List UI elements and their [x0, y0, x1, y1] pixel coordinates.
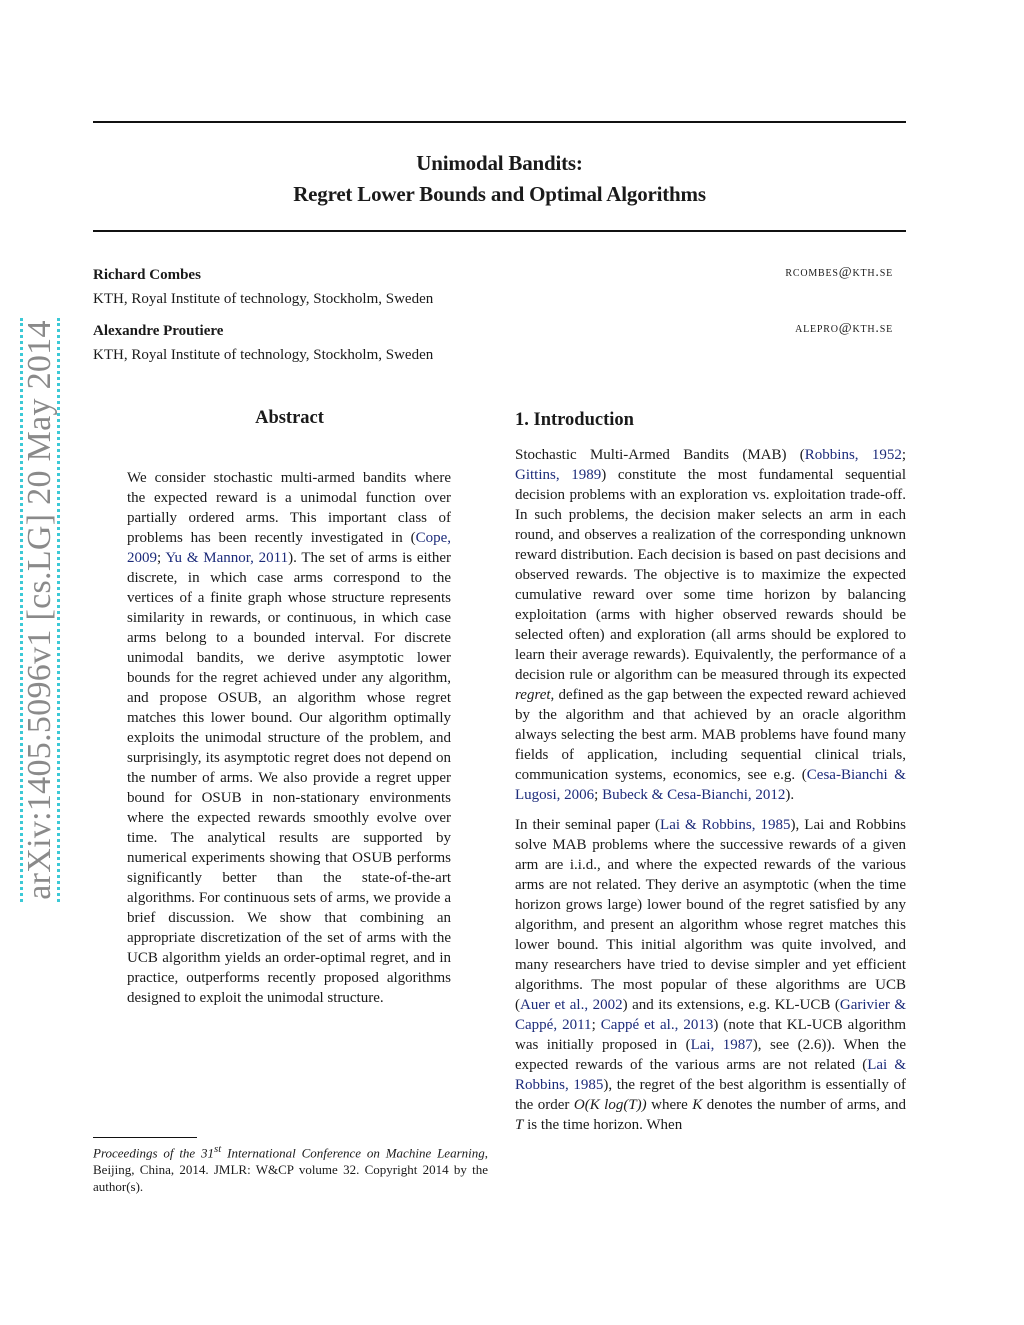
abstract-heading: Abstract	[255, 408, 324, 428]
footnote-conference: International Conference on Machine Learning	[221, 1145, 485, 1161]
citation-link[interactable]: Lai & Robbins, 1985	[660, 817, 791, 833]
footnote-proceedings: Proceedings of the 31	[93, 1145, 215, 1161]
math-variable: T	[515, 1117, 524, 1133]
text: ;	[901, 447, 906, 463]
text: ), Lai and Robbins solve MAB problems where the successive rewards of a given arm are i.i.d., and where the expected rewards of the various arms are not related. They derive an asymptotic (when the time horizon grows large) lower bound of the regret satisfied by any algorithm, and present an algorithm whose regret matches this lower bound. This initial algorithm was quite involved, and many researchers have tried to devise simpler and yet efficient algorithms. The most popular of these algorithms are UCB (	[515, 817, 906, 1013]
footnote-superscript: st	[214, 1143, 222, 1155]
text: ).	[785, 787, 795, 803]
abstract-paragraph	[127, 468, 451, 1008]
text: ) constitute the most fundamental sequential decision problems with an exploration vs. exploitation trade-off. In such problems, the decision maker selects an arm in each round, and observes a realization of the corresponding unknown reward distribution. Each decision is based on past decisions and observed rewards. The objective is to maximize the expected cumulative reward over some time horizon by balancing exploitation (arms with higher observed rewards should be selected often) and exploration (all arms should be explored to learn their average rewards). Equivalently, the performance of a decision rule or algorithm can be measured through its expected	[515, 467, 906, 683]
citation-link[interactable]: Lai, 1987	[690, 1037, 753, 1053]
intro-paragraph-1	[515, 445, 906, 805]
section-heading-introduction: 1. Introduction	[515, 410, 634, 430]
citation-link[interactable]: Garivier & Cappé, 2011	[515, 997, 907, 1033]
footnote-text: , Beijing, China, 2014. JMLR: W&CP volume 32. Copyright 2014 by the author(s).	[93, 1145, 488, 1195]
author-block-1	[93, 265, 893, 309]
title-rule-top	[93, 121, 906, 123]
citation-link[interactable]: Cope, 2009	[127, 530, 451, 566]
text: is the time horizon. When	[523, 1117, 683, 1133]
paper-title	[93, 148, 906, 210]
author-affiliation: KTH, Royal Institute of technology, Stockholm, Sweden	[93, 347, 434, 363]
text: , defined as the gap between the expected reward achieved by the algorithm and that achieved by an oracle algorithm always selecting the best arm. MAB problems have found many fields of application, including sequential clinical trials, communication systems, economics, see e.g. (	[515, 687, 906, 783]
text: ) and its extensions, e.g. KL-UCB (	[622, 997, 840, 1013]
author-email[interactable]: rcombes@kth.se	[785, 265, 893, 280]
text: where	[646, 1097, 693, 1113]
text: In their seminal paper (	[515, 817, 661, 833]
text: ;	[594, 787, 603, 803]
intro-paragraph-2	[515, 815, 906, 1135]
abstract-text: ;	[157, 550, 166, 566]
citation-link[interactable]: Cesa-Bianchi & Lugosi, 2006	[515, 767, 906, 803]
title-line-1: Unimodal Bandits:	[416, 151, 583, 175]
emphasis-regret: regret	[515, 687, 551, 703]
citation-link[interactable]: Robbins, 1952	[804, 447, 902, 463]
text: denotes the number of arms, and	[702, 1097, 906, 1113]
text: ) (note that KL-UCB algorithm was initially proposed in (	[515, 1017, 906, 1053]
math-variable: K	[692, 1097, 703, 1113]
abstract-text: We consider stochastic multi-armed bandits where the expected reward is a unimodal function over partially ordered arms. This important class of problems has been recently investigated in (	[127, 470, 451, 546]
author-email[interactable]: alepro@kth.se	[795, 321, 893, 336]
title-line-2: Regret Lower Bounds and Optimal Algorithms	[293, 182, 706, 206]
math-expression: O(K log(T))	[573, 1097, 647, 1113]
author-name: Richard Combes	[93, 267, 201, 283]
citation-link[interactable]: Bubeck & Cesa-Bianchi, 2012	[602, 787, 786, 803]
footnote-rule	[93, 1137, 197, 1138]
text: ), see (2.6)). When the expected rewards of the various arms are not related (	[515, 1037, 906, 1073]
citation-link[interactable]: Cappé et al., 2013	[600, 1017, 714, 1033]
citation-link[interactable]: Yu & Mannor, 2011	[165, 550, 289, 566]
footnote	[93, 1141, 488, 1195]
arxiv-identifier: arXiv:1405.5096v1 [cs.LG] 20 May 2014	[21, 320, 58, 900]
text: Stochastic Multi-Armed Bandits (MAB) (	[515, 447, 805, 463]
author-affiliation: KTH, Royal Institute of technology, Stockholm, Sweden	[93, 291, 434, 307]
introduction-section	[515, 408, 906, 1135]
arxiv-stamp	[20, 318, 60, 902]
title-rule-bottom	[93, 230, 906, 232]
citation-link[interactable]: Lai & Robbins, 1985	[515, 1057, 907, 1093]
citation-link[interactable]: Gittins, 1989	[515, 467, 602, 483]
text: ), the regret of the best algorithm is essentially of the order	[515, 1077, 906, 1113]
abstract-body	[127, 468, 451, 1008]
citation-link[interactable]: Auer et al., 2002	[520, 997, 623, 1013]
text: ;	[591, 1017, 601, 1033]
author-name: Alexandre Proutiere	[93, 323, 224, 339]
abstract-text: ). The set of arms is either discrete, in which case arms correspond to the vertices of a finite graph whose structure represents similarity in rewards, or continuous, in which case arms belong to a bounded interval. For discrete unimodal bandits, we derive asymptotic lower bounds for the regret achieved under any algorithm, and propose OSUB, an algorithm whose regret matches this lower bound. Our algorithm optimally exploits the unimodal structure of the problem, and surprisingly, its asymptotic regret does not depend on the number of arms. We also provide a regret upper bound for OSUB in non-stationary environments where the expected rewards smoothly evolve over time. The analytical results are supported by numerical experiments showing that OSUB performs significantly better than the state-of-the-art algorithms. For continuous sets of arms, we provide a brief discussion. We show that combining an appropriate discretization of the set of arms with the UCB algorithm yields an order-optimal regret, and in practice, outperforms recently proposed algorithms designed to exploit the unimodal structure.	[127, 550, 451, 1006]
author-block-2	[93, 321, 893, 365]
